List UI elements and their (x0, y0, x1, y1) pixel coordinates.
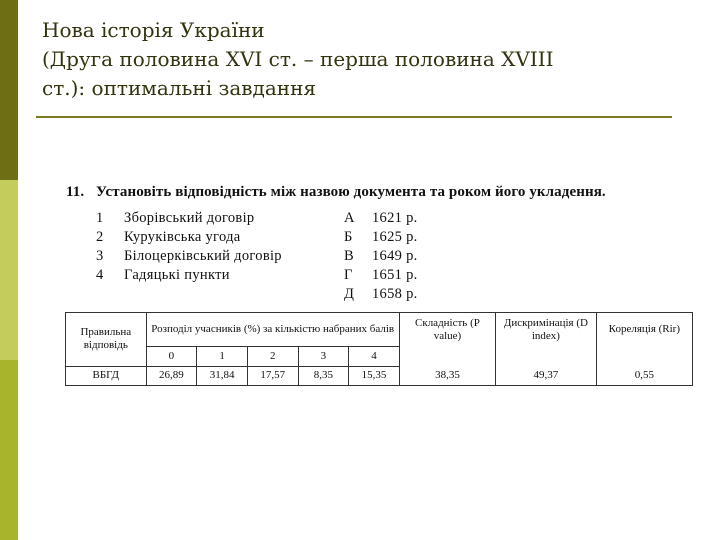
document-name: Гадяцькі пункти (124, 267, 230, 283)
header-difficulty: Складність (P value) (399, 313, 495, 347)
document-name: Білоцерківський договір (124, 248, 282, 264)
match-row (96, 210, 656, 229)
discrimination-cell: 49,37 (496, 366, 597, 385)
distribution-cell: 8,35 (298, 366, 349, 385)
spacer-cell (399, 347, 495, 366)
title-underline (36, 116, 672, 118)
distribution-cell: 17,57 (247, 366, 298, 385)
score-level: 3 (298, 347, 349, 366)
header-discrimination: Дискримінація (D index) (496, 313, 597, 347)
header-distribution: Розподіл учасників (%) за кількістю набраних балів (146, 313, 399, 347)
match-row (96, 229, 656, 248)
year-value: 1625 р. (372, 229, 418, 245)
spacer-cell (496, 347, 597, 366)
distribution-cell: 26,89 (146, 366, 197, 385)
matching-list (96, 210, 656, 305)
document-name: Зборівський договір (124, 210, 255, 226)
task-number: 11. (66, 184, 85, 200)
score-level: 2 (247, 347, 298, 366)
document-name: Куруківська угода (124, 229, 241, 245)
document-number: 2 (96, 229, 104, 245)
year-letter: Д (344, 286, 355, 302)
slide-title (42, 16, 682, 103)
header-answer: Правильна відповідь (66, 313, 147, 367)
title-line-2: (Друга половина XVI ст. – перша половина XVIII (42, 47, 554, 71)
document-number: 1 (96, 210, 104, 226)
correlation-cell: 0,55 (596, 366, 692, 385)
side-bar-middle (0, 180, 18, 360)
distribution-cell: 31,84 (197, 366, 248, 385)
task-heading (66, 184, 706, 201)
correct-answer-cell: ВБГД (66, 366, 147, 385)
score-level: 4 (349, 347, 400, 366)
header-correlation: Кореляція (Rir) (596, 313, 692, 347)
table-score-levels-row (66, 347, 693, 366)
table-row (66, 366, 693, 385)
match-row (96, 248, 656, 267)
year-value: 1658 р. (372, 286, 418, 302)
year-letter: Б (344, 229, 353, 245)
year-value: 1621 р. (372, 210, 418, 226)
score-level: 1 (197, 347, 248, 366)
document-number: 3 (96, 248, 104, 264)
match-row (96, 267, 656, 286)
table-header-row (66, 313, 693, 347)
match-row (96, 286, 656, 305)
spacer-cell (596, 347, 692, 366)
statistics-table (65, 312, 693, 386)
difficulty-cell: 38,35 (399, 366, 495, 385)
score-level: 0 (146, 347, 197, 366)
year-letter: В (344, 248, 354, 264)
year-value: 1651 р. (372, 267, 418, 283)
side-bar-top (0, 0, 18, 180)
year-letter: А (344, 210, 355, 226)
title-line-3: ст.): оптимальні завдання (42, 76, 317, 100)
document-number: 4 (96, 267, 104, 283)
task-block (66, 184, 706, 302)
year-value: 1649 р. (372, 248, 418, 264)
side-bar-bottom (0, 360, 18, 540)
year-letter: Г (344, 267, 353, 283)
title-line-1: Нова історія України (42, 18, 265, 42)
distribution-cell: 15,35 (349, 366, 400, 385)
task-text: Установіть відповідність між назвою документа та роком його укладення. (96, 184, 606, 200)
